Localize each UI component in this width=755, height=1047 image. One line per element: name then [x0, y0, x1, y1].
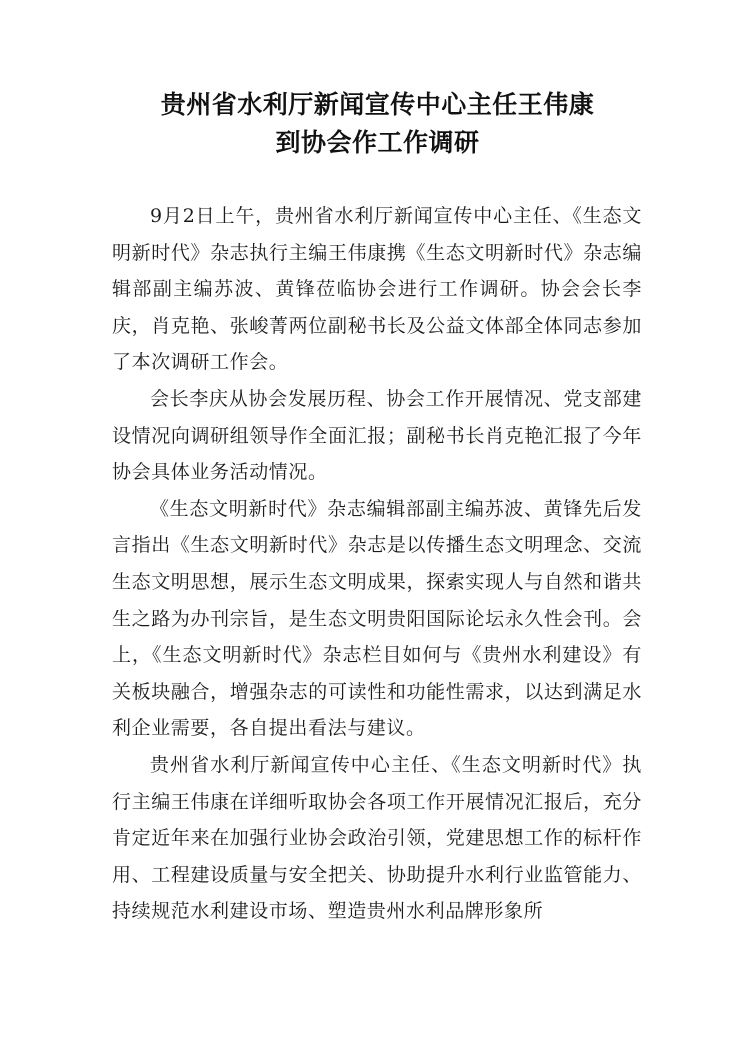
article-body	[112, 198, 642, 930]
paragraph-4: 贵州省水利厅新闻宣传中心主任、《生态文明新时代》执行主编王伟康在详细听取协会各项工作开展情况汇报后，充分肯定近年来在加强行业协会政治引领，党建思想工作的标杆作用、工程建设质量与安全把关、协助提升水利行业监管能力、持续规范水利建设市场、塑造贵州水利品牌形象所	[112, 753, 642, 923]
title-line-2: 到协会作工作调研	[275, 128, 480, 157]
title-line-1: 贵州省水利厅新闻宣传中心主任王伟康	[160, 90, 595, 119]
paragraph-2: 会长李庆从协会发展历程、协会工作开展情况、党支部建设情况向调研组领导作全面汇报；副秘书长肖克艳汇报了今年协会具体业务活动情况。	[112, 387, 642, 484]
page-title	[0, 86, 755, 162]
paragraph-3: 《生态文明新时代》杂志编辑部副主编苏波、黄锋先后发言指出《生态文明新时代》杂志是以传播生态文明理念、交流生态文明思想，展示生态文明成果，探索实现人与自然和谐共生之路为办刊宗旨，是生态文明贵阳国际论坛永久性会刊。会上，《生态文明新时代》杂志栏目如何与《贵州水利建设》有关板块融合，增强杂志的可读性和功能性需求，以达到满足水利企业需要，各自提出看法与建议。	[112, 497, 642, 740]
paragraph-1: 9月2日上午，贵州省水利厅新闻宣传中心主任、《生态文明新时代》杂志执行主编王伟康携《生态文明新时代》杂志编辑部副主编苏波、黄锋莅临协会进行工作调研。协会会长李庆，肖克艳、张峻菁两位副秘书长及公益文体部全体同志参加了本次调研工作会。	[112, 205, 642, 374]
